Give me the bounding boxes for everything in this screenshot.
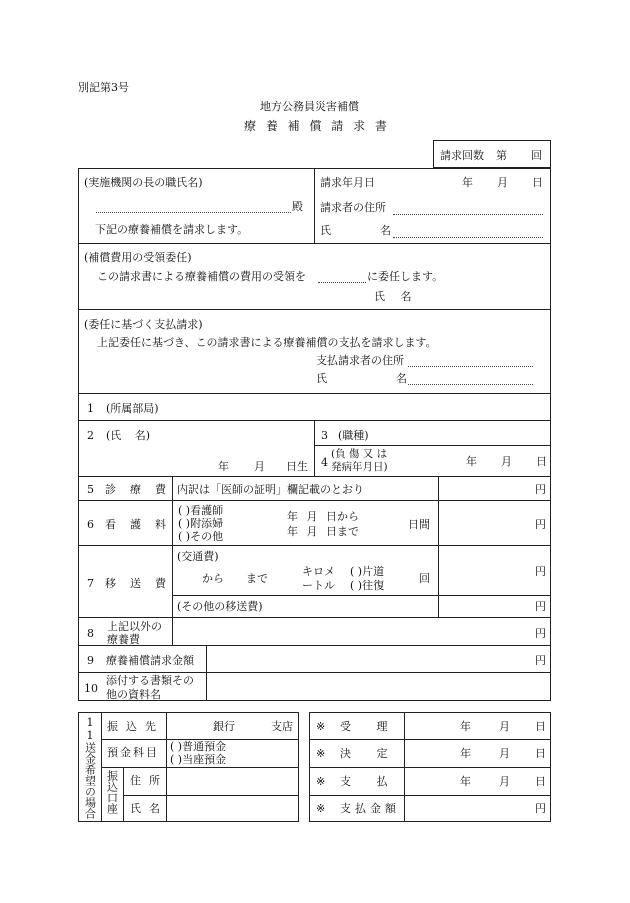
other-transport-label: (その他の移送費)	[177, 600, 263, 613]
transport-from: から	[202, 572, 224, 585]
item6-label: 看護料	[105, 518, 180, 531]
dono-text: 殿	[292, 200, 303, 213]
delegation-heading: (補償費用の受領委任)	[84, 251, 192, 264]
item1-number: 1	[87, 402, 94, 415]
item1-label: (所属部局)	[106, 402, 159, 415]
decided-day: 日	[535, 747, 546, 760]
payer-name-field[interactable]	[408, 384, 533, 385]
payment-heading: (委任に基づく支払請求)	[84, 318, 203, 331]
item9-number: 9	[87, 654, 94, 667]
claimant-address-field[interactable]	[393, 214, 543, 215]
payment-text: 上記委任に基づき、この請求書による療養補償の支払を請求します。	[97, 336, 437, 349]
account-label: 振込口座	[105, 770, 119, 814]
delegation-name-label: 氏 名	[374, 290, 412, 303]
item8-number: 8	[87, 627, 94, 640]
transfer-to-label: 振込先	[107, 720, 164, 733]
delegation-text-b: に委任します。	[367, 270, 444, 283]
paid-mark: ※	[316, 775, 326, 788]
nurse-option[interactable]: ( )看護師	[178, 504, 224, 517]
birth-day: 日生	[286, 460, 308, 473]
claim-count-kai: 回	[531, 149, 542, 162]
payer-name-shi: 氏	[316, 372, 327, 385]
birth-year: 年	[218, 460, 229, 473]
paid-day: 日	[535, 775, 546, 788]
delegation-text-a: この請求書による療養補償の費用の受領を	[97, 270, 306, 283]
item4-label-2: 発病年月日)	[331, 461, 388, 473]
page-title: 療 養 補 償 請 求 書	[244, 119, 387, 133]
item8-label-1: 上記以外の	[107, 620, 162, 633]
paid-month: 月	[499, 775, 510, 788]
claim-year: 年	[462, 176, 473, 189]
item5-number: 5	[87, 483, 94, 496]
account-address-label: 住所	[130, 774, 168, 787]
injury-day: 日	[536, 455, 547, 468]
received-label: 受 理	[340, 720, 388, 733]
item10-number: 10	[84, 682, 98, 695]
agency-name: 地方公務員災害補償	[260, 100, 359, 113]
item3-label: (職種)	[338, 429, 369, 442]
item3-number: 3	[321, 429, 328, 442]
paid-year: 年	[460, 775, 471, 788]
item9-label: 療養補償請求金額	[106, 654, 194, 667]
amount-mark: ※	[316, 802, 326, 815]
item8-yen: 円	[535, 627, 546, 640]
claim-month: 月	[497, 176, 508, 189]
trip-times: 回	[419, 572, 430, 585]
item2-label: (氏 名)	[106, 429, 151, 442]
km-label-2: ートル	[302, 579, 335, 592]
account-type-label: 預金科目	[107, 746, 159, 759]
claimant-name-mei: 名	[380, 224, 391, 237]
item2-number: 2	[87, 429, 94, 442]
amount-yen: 円	[535, 802, 546, 815]
item4-label-1: (負 傷 又 は	[331, 448, 388, 460]
bank-label: 銀行	[213, 720, 235, 733]
claim-date-label: 請求年月日	[320, 176, 375, 189]
birth-month: 月	[254, 460, 265, 473]
claim-count-dai: 第	[496, 149, 507, 162]
transport-yen: 円	[535, 565, 546, 578]
item5-detail: 内訳は「医師の証明」欄記載のとおり	[177, 483, 364, 496]
org-head-label: (実施機関の長の職氏名)	[84, 176, 203, 189]
delegate-name-field[interactable]	[318, 282, 366, 283]
round-trip-option[interactable]: ( )往復	[350, 579, 385, 592]
item6-number: 6	[87, 518, 94, 531]
current-deposit-option[interactable]: ( )当座預金	[170, 753, 227, 766]
bank-section-label: 11送金希望の場合	[83, 716, 97, 819]
paid-label: 支 払	[340, 775, 388, 788]
km-label-1: キロメ	[302, 565, 335, 578]
nursing-to: 年 月 日まで	[287, 525, 359, 538]
request-text: 下記の療養補償を請求します。	[95, 223, 249, 236]
item4-number: 4	[321, 456, 328, 469]
item9-yen: 円	[535, 654, 546, 667]
org-head-field[interactable]	[96, 212, 291, 213]
claim-day: 日	[532, 176, 543, 189]
item7-number: 7	[87, 577, 94, 590]
claimant-name-shi: 氏	[320, 224, 331, 237]
payer-address-field[interactable]	[408, 366, 533, 367]
other-transport-yen: 円	[535, 600, 546, 613]
nursing-from: 年 月 日から	[287, 510, 359, 523]
amount-label: 支払金額	[340, 802, 400, 815]
decided-label: 決 定	[340, 747, 388, 760]
claim-count-label: 請求回数	[440, 149, 484, 162]
item5-label: 診療費	[105, 483, 180, 496]
decided-month: 月	[499, 747, 510, 760]
item8-label-2: 療養費	[107, 633, 140, 646]
received-mark: ※	[316, 720, 326, 733]
claimant-address-label: 請求者の住所	[320, 201, 386, 214]
claimant-name-field[interactable]	[393, 237, 543, 238]
transport-to: まで	[246, 572, 268, 585]
injury-year: 年	[466, 455, 477, 468]
injury-month: 月	[501, 455, 512, 468]
branch-label: 支店	[271, 720, 293, 733]
received-year: 年	[460, 720, 471, 733]
received-month: 月	[499, 720, 510, 733]
nursing-days: 日間	[408, 518, 430, 531]
payer-name-mei: 名	[396, 372, 407, 385]
account-name-label: 氏名	[130, 802, 168, 815]
item7-label: 移送費	[105, 577, 180, 590]
other-option[interactable]: ( )その他	[178, 530, 224, 543]
transport-label: (交通費)	[177, 550, 219, 563]
decided-year: 年	[460, 747, 471, 760]
form-number: 別記第3号	[78, 81, 129, 94]
normal-deposit-option[interactable]: ( )普通預金	[170, 740, 227, 753]
decided-mark: ※	[316, 747, 326, 760]
received-day: 日	[535, 720, 546, 733]
one-way-option[interactable]: ( )片道	[350, 565, 385, 578]
payer-address-label: 支払請求者の住所	[316, 354, 404, 367]
item5-yen: 円	[535, 483, 546, 496]
item10-label-1: 添付する書類その	[106, 674, 194, 687]
attendant-option[interactable]: ( )附添婦	[178, 517, 224, 530]
item10-label-2: 他の資料名	[106, 688, 161, 701]
item6-yen: 円	[535, 518, 546, 531]
